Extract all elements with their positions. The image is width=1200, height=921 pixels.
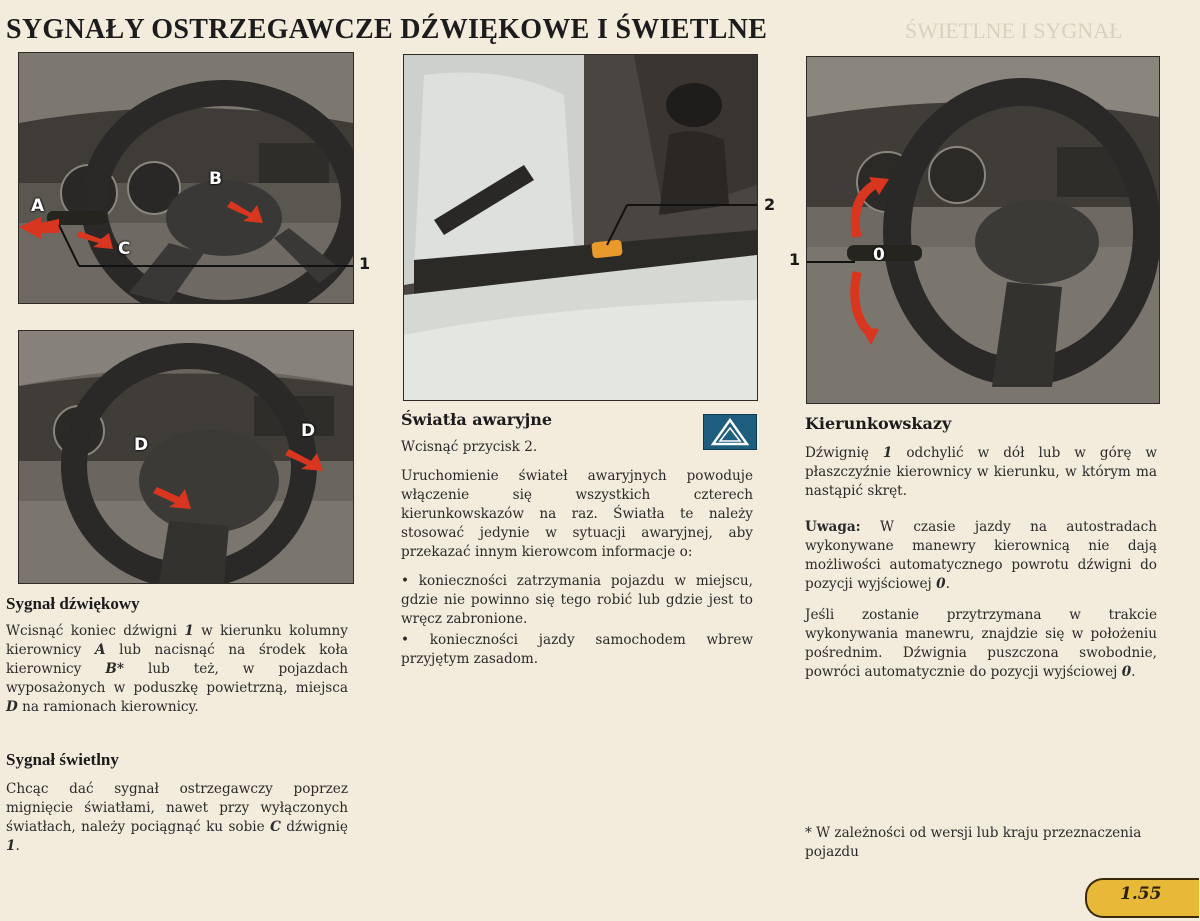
steering-wheel-illustration	[19, 53, 353, 303]
hazard-heading: Światła awaryjne	[401, 410, 553, 429]
indicator-stalk-photo	[806, 56, 1160, 404]
callout-1-indicator: 1	[789, 250, 801, 269]
hazard-instruction: Wcisnąć przycisk 2.	[401, 439, 538, 455]
hazard-button-photo	[403, 54, 758, 401]
indicators-paragraph: Dźwignię 1 odchylić w dół lub w górę w płaszczyźnie kierownicy w kierunku, w którym ma nastąpić skręt.	[805, 445, 1157, 499]
indicators-note: Uwaga: W czasie jazdy na autostradach wykonywane manewry kierownicą nie dają możliwości automatycznego powrotu dźwigni do pozycji wyjściowej 0.	[805, 519, 1157, 592]
label-b: B	[209, 169, 222, 189]
indicators-heading: Kierunkowskazy	[805, 414, 952, 433]
hazard-bullet-1: • konieczności zatrzymania pojazdu w miejscu, gdzie nie powinno się tego robić lub gdzie jest to wręcz zabronione.	[401, 573, 753, 627]
horn-paragraph: Wcisnąć koniec dźwigni 1 w kierunku kolumny kierownicy A lub nacisnąć na środek koła kierownicy B* lub też, w pojazdach wyposażonych w poduszkę powietrzną, miejsca D na ramionach kierownicy.	[6, 623, 348, 715]
indicator-illustration	[807, 57, 1159, 403]
callout-2-hazard: 2	[764, 195, 776, 214]
console-illustration	[404, 55, 757, 400]
hazard-body: Uruchomienie świateł awaryjnych powoduje włączenie się wszystkich czterech kierunkowskazów na raz. Światła te należy stosować jedynie w sytuacji awaryjnej, aby przekazać innym kierowcom informacje o:	[401, 468, 753, 560]
flash-paragraph: Chcąc dać sygnał ostrzegawczy poprzez mignięcie światłami, nawet przy wyłączonych światłach, należy pociągnąć ku sobie C dźwignię 1.	[6, 781, 348, 854]
airbag-wheel-illustration	[19, 331, 353, 583]
indicators-return-paragraph: Jeśli zostanie przytrzymana w trakcie wykonywania manewru, znajdzie się w położeniu pośrednim. Dźwignia puszczona swobodnie, powróci automatycznie do pozycji wyjściowej 0.	[805, 607, 1157, 680]
flash-heading: Sygnał świetlny	[6, 750, 119, 769]
label-a: A	[31, 196, 45, 216]
airbag-wheel-photo	[18, 330, 354, 584]
faded-background-title: ŚWIETLNE I SYGNAŁ	[905, 18, 1123, 43]
hazard-bullet-2: • konieczności jazdy samochodem wbrew przyjętym zasadom.	[401, 632, 753, 667]
footnote: * W zależności od wersji lub kraju przeznaczenia pojazdu	[805, 825, 1142, 860]
page-title: SYGNAŁY OSTRZEGAWCZE DŹWIĘKOWE I ŚWIETLNE	[6, 14, 768, 45]
callout-1-horn: 1	[359, 254, 371, 273]
label-c: C	[118, 239, 131, 259]
horn-heading: Sygnał dźwiękowy	[6, 594, 140, 613]
label-d-left: D	[134, 435, 149, 455]
label-d-right: D	[301, 421, 316, 441]
hazard-warning-icon	[703, 414, 757, 450]
page-number: 1.55	[1120, 884, 1162, 904]
steering-wheel-horn-photo	[18, 52, 354, 304]
label-0-neutral: 0	[873, 245, 885, 265]
